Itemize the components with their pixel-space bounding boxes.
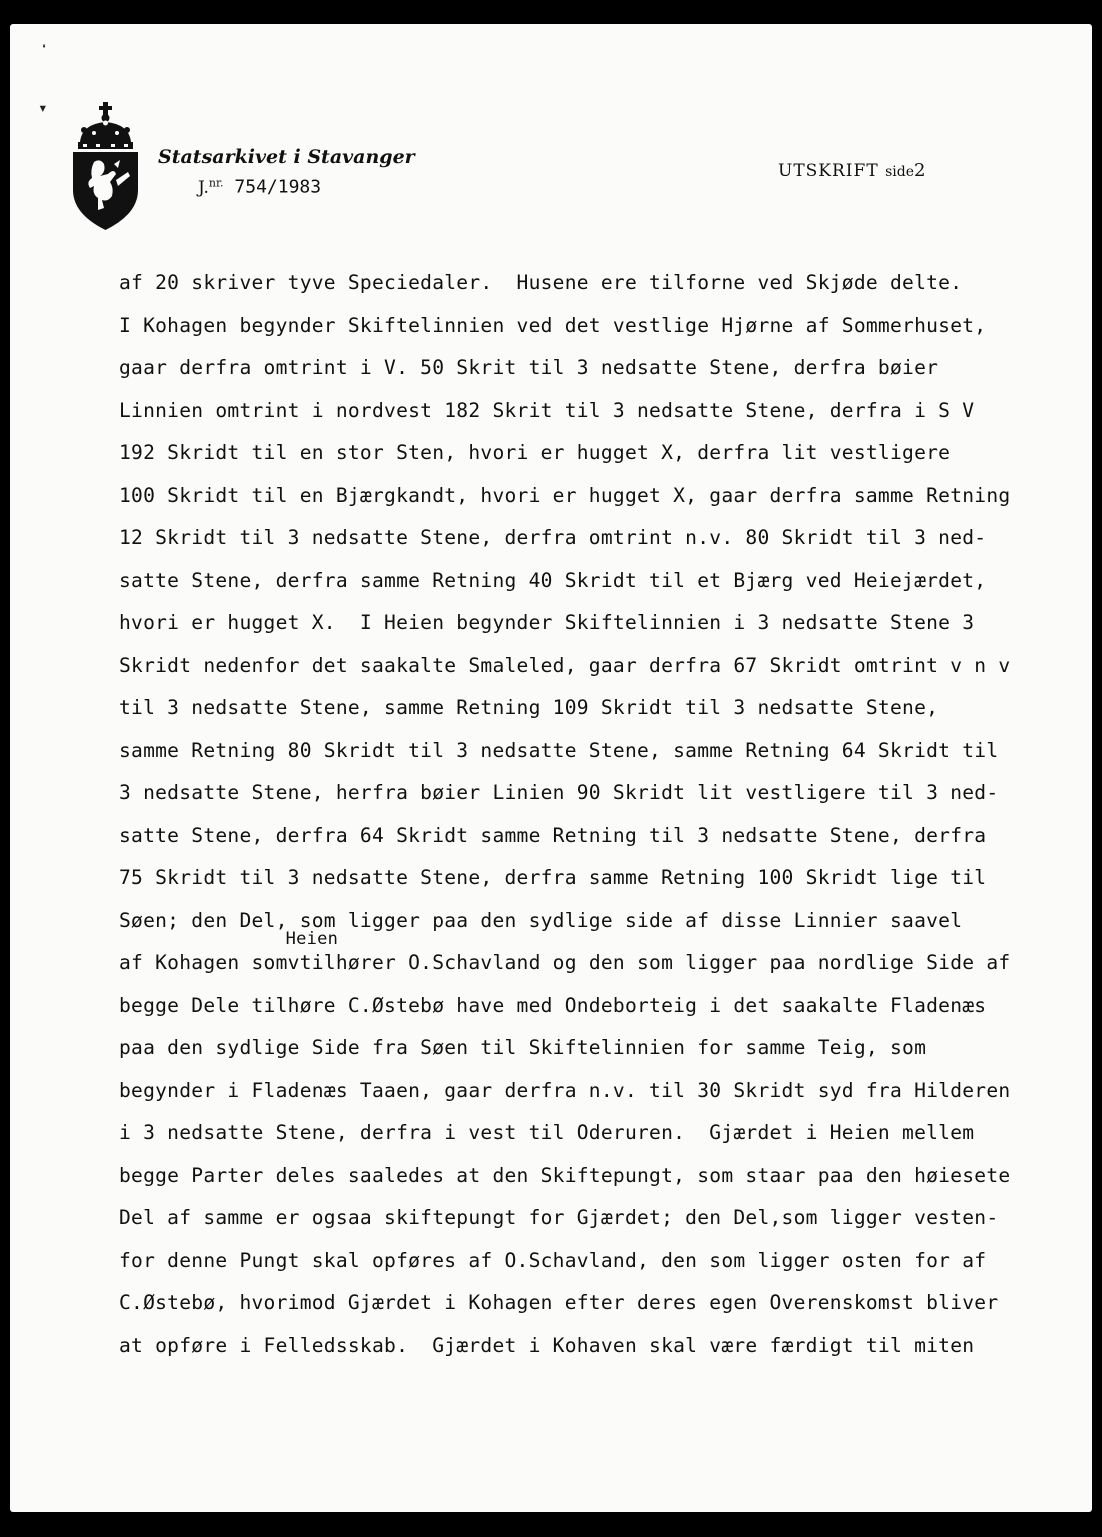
text-line: Skridt nedenfor det saakalte Smaleled, gaar derfra 67 Skridt omtrint v n v (119, 653, 1011, 677)
text-line: gaar derfra omtrint i V. 50 Skrit til 3 nedsatte Stene, derfra bøier (119, 356, 939, 379)
text-line: samme Retning 80 Skridt til 3 nedsatte Stene, samme Retning 64 Skridt til (119, 738, 999, 762)
text-line: i 3 nedsatte Stene, derfra i vest til Oderuren. Gjærdet i Heien mellem (119, 1121, 975, 1144)
text-line: at opføre i Felledsskab. Gjærdet i Kohaven skal være færdigt til miten (119, 1333, 975, 1357)
text-line-with-insertion: af Kohagen som Heien vtilhører O.Schavland og den som ligger paa nordlige Side af (119, 929, 1011, 974)
text-line: 12 Skridt til 3 nedsatte Stene, derfra omtrint n.v. 80 Skridt til 3 ned- (119, 526, 987, 549)
coat-of-arms-icon (70, 102, 142, 232)
text-line: satte Stene, derfra samme Retning 40 Skridt til et Bjærg ved Heiejærdet, (119, 568, 987, 592)
document-body (119, 262, 1010, 1367)
text-line: 100 Skridt til en Bjærgkandt, hvori er hugget X, gaar derfra samme Retning (119, 483, 1011, 507)
text-line: Del af samme er ogsaa skiftepungt for Gjærdet; den Del,som ligger vesten- (119, 1206, 999, 1229)
corner-mark: ❛ (40, 42, 49, 58)
document-page (10, 24, 1092, 1512)
text-line: hvori er hugget X. I Heien begynder Skiftelinnien i 3 nedsatte Stene 3 (119, 611, 975, 634)
text-line: I Kohagen begynder Skiftelinnien ved det vestlige Hjørne af Sommerhuset, (119, 313, 987, 337)
text-line: C.Østebø, hvorimod Gjærdet i Kohagen efter deres egen Overenskomst bliver (119, 1291, 999, 1314)
text-line: Søen; den Del, som ligger paa den sydlige side af disse Linnier saavel (119, 908, 963, 932)
page-number: 2 (914, 160, 926, 181)
text-line: for denne Pungt skal opføres af O.Schavland, den som ligger osten for af (119, 1248, 987, 1272)
journal-number-label: J.$^{nr.}$ (198, 176, 224, 198)
text-line: paa den sydlige Side fra Søen til Skiftelinnien for samme Teig, som (119, 1036, 927, 1059)
text-line: satte Stene, derfra 64 Skridt samme Retning til 3 nedsatte Stene, derfra (119, 823, 987, 847)
text-line: til 3 nedsatte Stene, samme Retning 109 Skridt til 3 nedsatte Stene, (119, 696, 939, 719)
journal-number (198, 176, 321, 198)
text-line: Linnien omtrint i nordvest 182 Skrit til 3 nedsatte Stene, derfra i S V (119, 398, 975, 422)
transcript-page-label: UTSKRIFT side2 (778, 160, 926, 181)
corner-mark: ▾ (38, 98, 48, 117)
insertion-caret: Heien v (285, 929, 339, 974)
text-line: begynder i Fladenæs Taaen, gaar derfra n.v. til 30 Skridt syd fra Hilderen (119, 1078, 1011, 1102)
text-line: af 20 skriver tyve Speciedaler. Husene ere tilforne ved Skjøde delte. (119, 271, 963, 294)
inserted-word: Heien (285, 929, 339, 949)
journal-number-value: 754/1983 (234, 176, 322, 198)
text-line: 192 Skridt til en stor Sten, hvori er hugget X, derfra lit vestligere (119, 441, 951, 464)
text-line: begge Dele tilhøre C.Østebø have med Ondeborteig i det saakalte Fladenæs (119, 993, 987, 1017)
text-line: 75 Skridt til 3 nedsatte Stene, derfra samme Retning 100 Skridt lige til (119, 866, 987, 889)
archive-name: Statsarkivet i Stavanger (158, 146, 415, 168)
text-line: begge Parter deles saaledes at den Skiftepungt, som staar paa den høiesete (119, 1163, 1011, 1187)
text-line: 3 nedsatte Stene, herfra bøier Linien 90 Skridt lit vestligere til 3 ned- (119, 781, 999, 804)
